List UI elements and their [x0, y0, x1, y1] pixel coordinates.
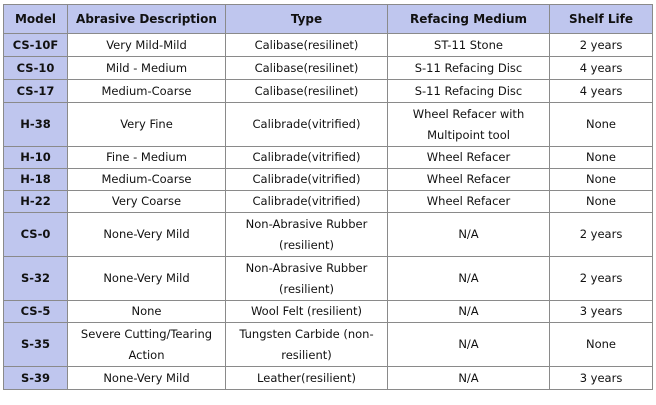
cell-type: Calibrade(vitrified): [226, 191, 388, 213]
cell-shelf-life: None: [550, 169, 653, 191]
cell-description: Very Coarse: [68, 191, 226, 213]
cell-shelf-life: None: [550, 103, 653, 147]
cell-medium: N/A: [388, 257, 550, 301]
cell-shelf-life: 3 years: [550, 301, 653, 323]
cell-shelf-life: None: [550, 323, 653, 367]
cell-description: Severe Cutting/Tearing Action: [68, 323, 226, 367]
abrasive-table: [3, 4, 653, 390]
table-row: [4, 213, 653, 257]
cell-description: Medium-Coarse: [68, 80, 226, 103]
table-row: [4, 301, 653, 323]
table-row: [4, 169, 653, 191]
cell-medium: S-11 Refacing Disc: [388, 80, 550, 103]
table-row: [4, 80, 653, 103]
cell-description: Fine - Medium: [68, 147, 226, 169]
table-row: [4, 57, 653, 80]
cell-model: CS-17: [4, 80, 68, 103]
cell-description: Mild - Medium: [68, 57, 226, 80]
table-row: [4, 367, 653, 390]
cell-model: CS-10F: [4, 34, 68, 57]
table-header-row: [4, 5, 653, 34]
table-row: [4, 147, 653, 169]
cell-model: H-22: [4, 191, 68, 213]
cell-type: Calibase(resilinet): [226, 80, 388, 103]
header-shelf-life: Shelf Life: [550, 5, 653, 34]
table-row: [4, 103, 653, 147]
cell-type: Non-Abrasive Rubber (resilient): [226, 257, 388, 301]
cell-description: None-Very Mild: [68, 367, 226, 390]
cell-medium: N/A: [388, 213, 550, 257]
cell-medium: N/A: [388, 301, 550, 323]
cell-description: None: [68, 301, 226, 323]
cell-description: None-Very Mild: [68, 213, 226, 257]
cell-type: Tungsten Carbide (non-resilient): [226, 323, 388, 367]
cell-model: S-35: [4, 323, 68, 367]
cell-description: Very Mild-Mild: [68, 34, 226, 57]
cell-type: Leather(resilient): [226, 367, 388, 390]
cell-shelf-life: None: [550, 191, 653, 213]
cell-type: Non-Abrasive Rubber (resilient): [226, 213, 388, 257]
header-type: Type: [226, 5, 388, 34]
cell-type: Calibase(resilinet): [226, 57, 388, 80]
cell-medium: Wheel Refacer with Multipoint tool: [388, 103, 550, 147]
cell-medium: Wheel Refacer: [388, 147, 550, 169]
cell-model: CS-0: [4, 213, 68, 257]
table-row: [4, 323, 653, 367]
cell-model: CS-5: [4, 301, 68, 323]
cell-description: Medium-Coarse: [68, 169, 226, 191]
table-row: [4, 257, 653, 301]
cell-shelf-life: 2 years: [550, 213, 653, 257]
cell-model: H-38: [4, 103, 68, 147]
cell-description: None-Very Mild: [68, 257, 226, 301]
cell-model: CS-10: [4, 57, 68, 80]
cell-shelf-life: None: [550, 147, 653, 169]
cell-model: S-32: [4, 257, 68, 301]
table-row: [4, 191, 653, 213]
cell-medium: ST-11 Stone: [388, 34, 550, 57]
cell-medium: N/A: [388, 323, 550, 367]
cell-type: Calibrade(vitrified): [226, 103, 388, 147]
cell-shelf-life: 4 years: [550, 57, 653, 80]
cell-medium: Wheel Refacer: [388, 169, 550, 191]
cell-type: Wool Felt (resilient): [226, 301, 388, 323]
cell-type: Calibrade(vitrified): [226, 147, 388, 169]
cell-description: Very Fine: [68, 103, 226, 147]
cell-medium: N/A: [388, 367, 550, 390]
header-refacing-medium: Refacing Medium: [388, 5, 550, 34]
cell-model: S-39: [4, 367, 68, 390]
cell-medium: Wheel Refacer: [388, 191, 550, 213]
cell-shelf-life: 2 years: [550, 257, 653, 301]
cell-shelf-life: 2 years: [550, 34, 653, 57]
cell-model: H-10: [4, 147, 68, 169]
cell-medium: S-11 Refacing Disc: [388, 57, 550, 80]
table-row: [4, 34, 653, 57]
abrasive-table-container: [3, 4, 653, 390]
cell-shelf-life: 3 years: [550, 367, 653, 390]
cell-type: Calibrade(vitrified): [226, 169, 388, 191]
cell-type: Calibase(resilinet): [226, 34, 388, 57]
header-model: Model: [4, 5, 68, 34]
cell-shelf-life: 4 years: [550, 80, 653, 103]
cell-model: H-18: [4, 169, 68, 191]
header-abrasive-description: Abrasive Description: [68, 5, 226, 34]
